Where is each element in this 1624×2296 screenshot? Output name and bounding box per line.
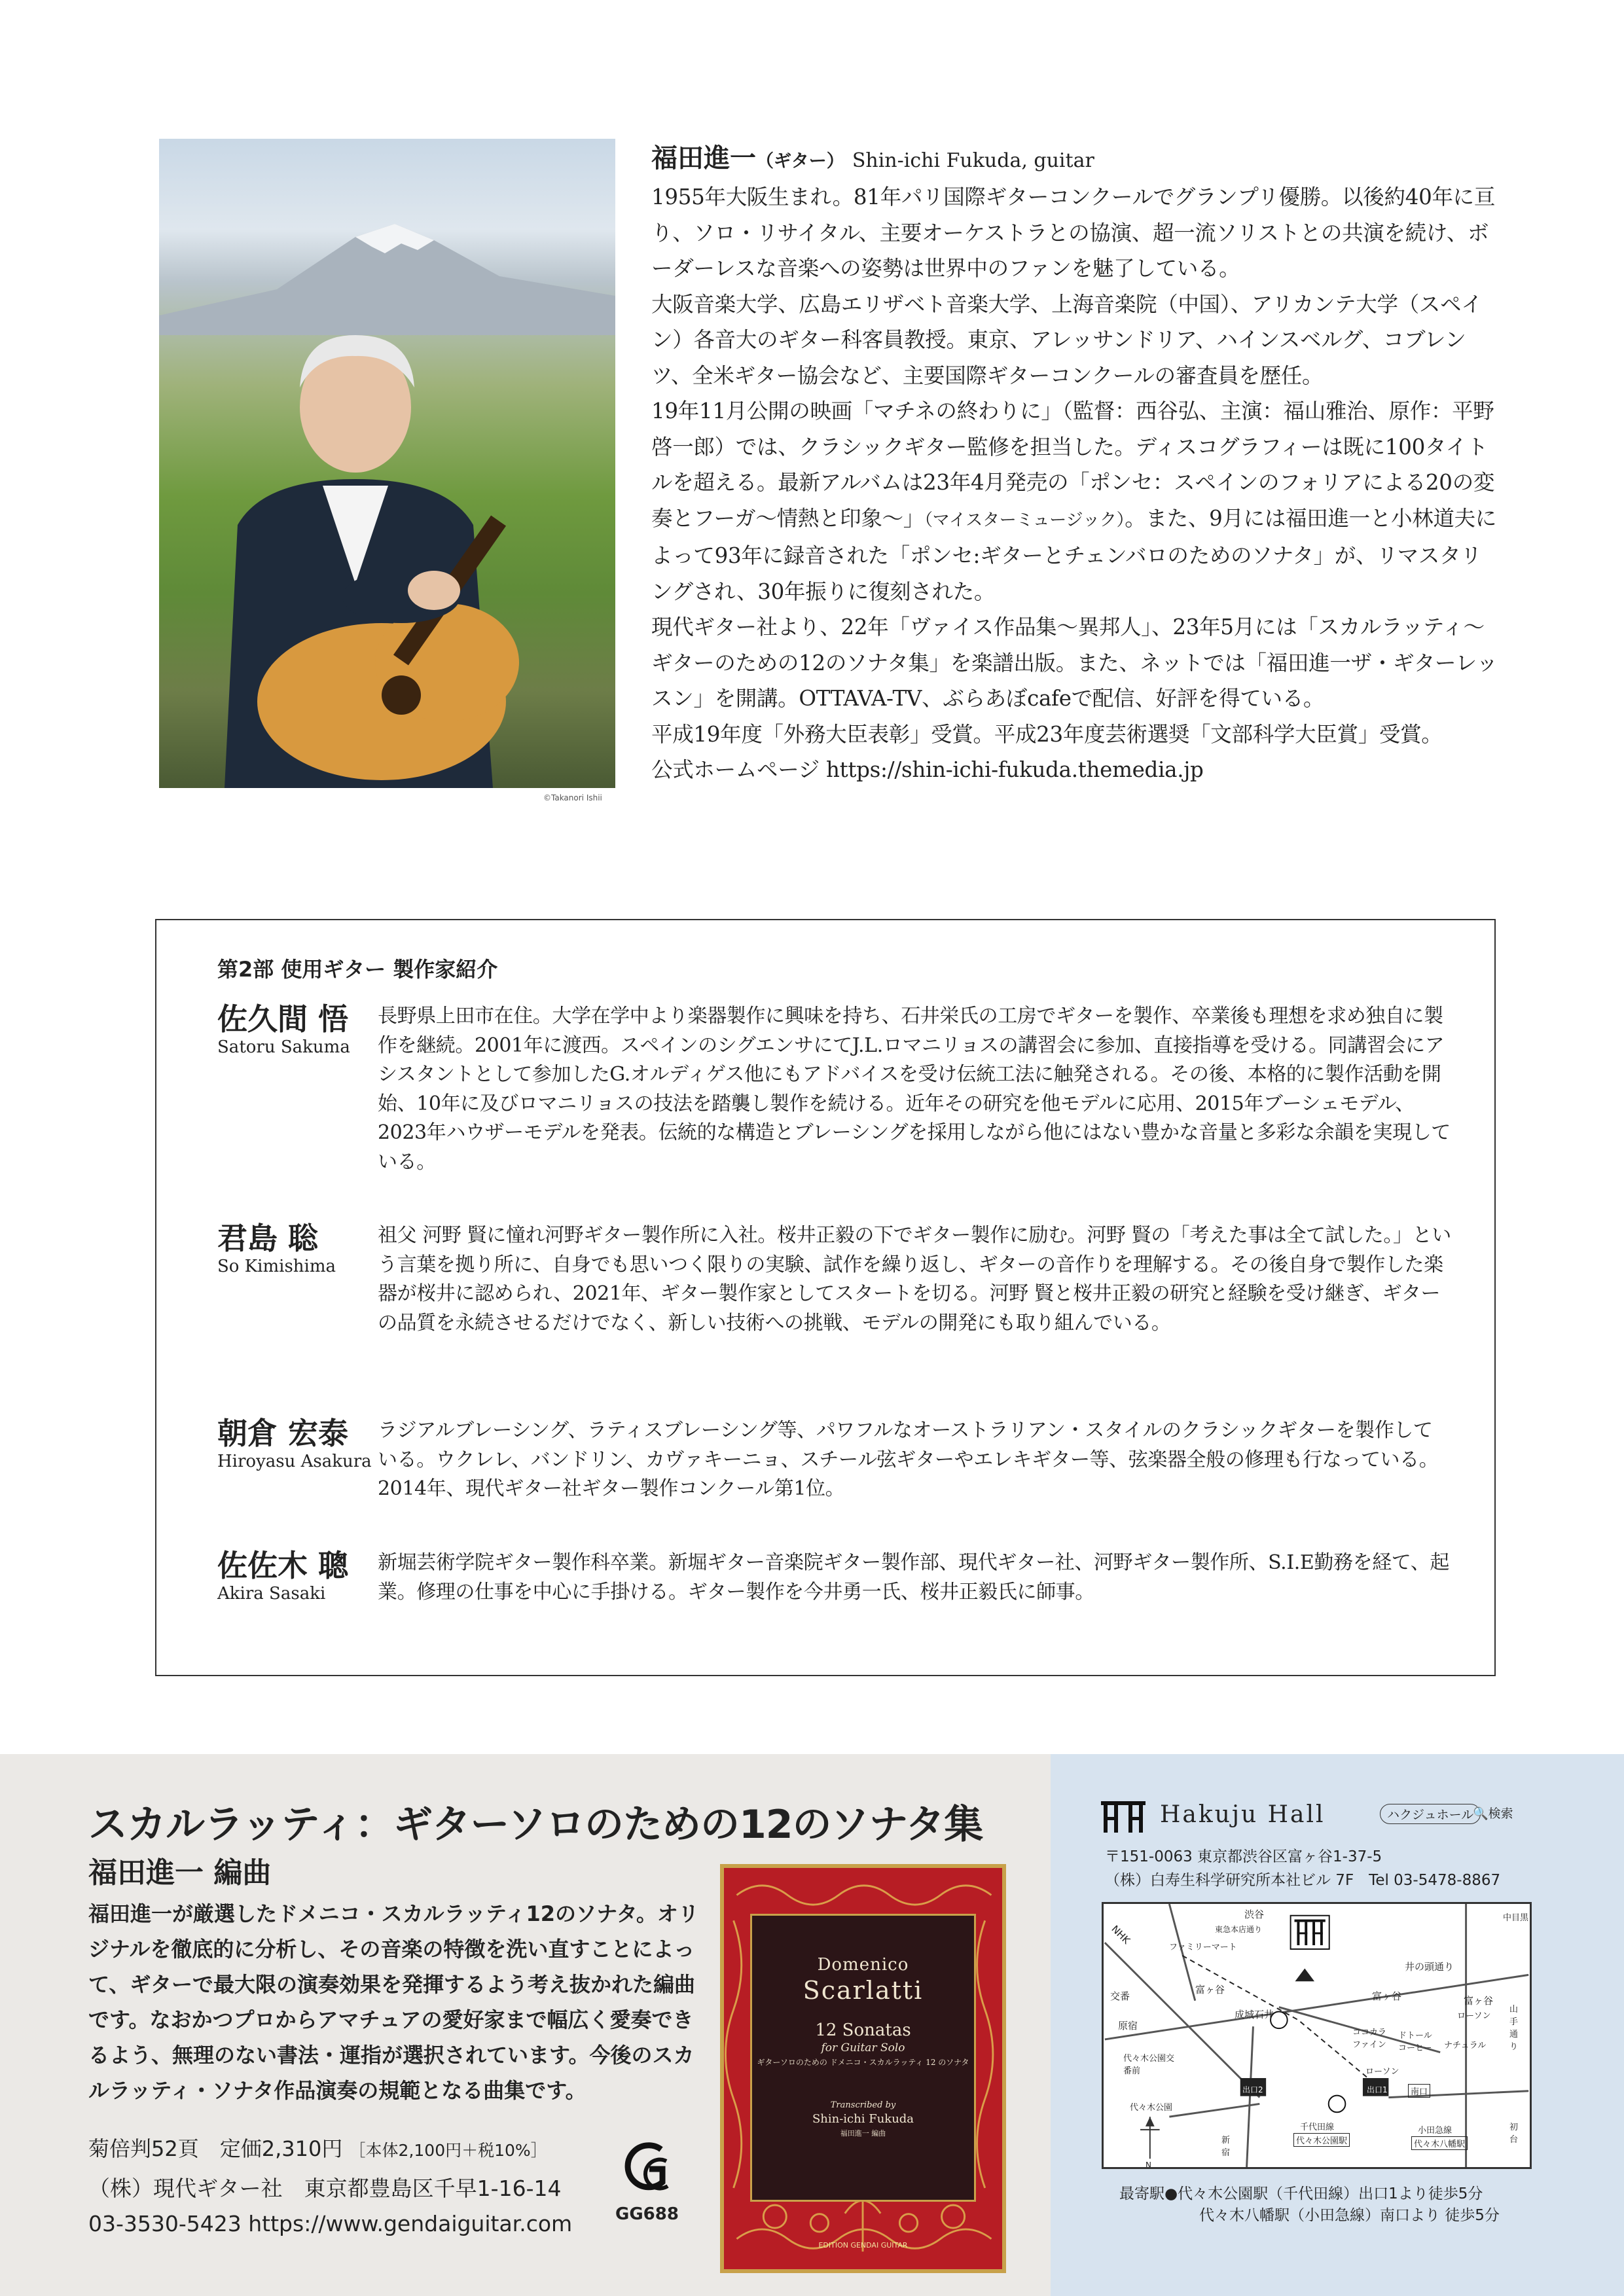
book-price-detail: ［本体2,100円＋税10%］ — [349, 2141, 547, 2160]
map-label-odakyu-line: 小田急線 — [1418, 2126, 1453, 2136]
artist-role: （ギター） — [756, 151, 844, 171]
maker-name-en: Akira Sasaki — [217, 1584, 326, 1604]
maker-name-en: So Kimishima — [217, 1257, 336, 1276]
book-cover — [720, 1864, 1006, 2273]
product-code: GG688 — [615, 2204, 679, 2224]
artist-bio — [651, 141, 1502, 788]
search-icon: 🔍 — [1473, 1806, 1489, 1821]
bio-paragraph-5: 平成19年度「外務大臣表彰」受賞。平成23年度芸術選奨「文部科学大臣賞」受賞。 — [651, 721, 1443, 747]
map-label-tomigaya-2: 富ヶ谷 — [1372, 1990, 1402, 2002]
map-label-shibuya: 渋谷 — [1244, 1909, 1265, 1920]
maker-name-en: Satoru Sakuma — [217, 1037, 350, 1057]
cover-composer-last: Scarlatti — [803, 1976, 924, 2005]
map-label-inokashira: 井の頭通り — [1405, 1961, 1454, 1973]
cover-edition: EDITION GENDAI GUITAR — [818, 2241, 908, 2250]
map-label-familymart: ファミリーマート — [1169, 1943, 1237, 1952]
access-alternate-station: 代々木八幡駅（小田急線）南口より 徒歩5分 — [1199, 2207, 1500, 2224]
maker-name: 佐佐木 聰 — [217, 1548, 349, 1583]
cover-arranger-en: Shin-ichi Fukuda — [812, 2112, 914, 2126]
bio-paragraph-3-c: 。また、9月には福田進一と小林道夫によって93年に録音された「ポンセ:ギターとチェンバロのためのソナタ」が、リマスタリングされ、30年振りに復刻された。 — [651, 505, 1497, 604]
access-map — [1102, 1902, 1532, 2169]
map-label-yamate: 山手通り — [1509, 2005, 1519, 2052]
makers-box — [155, 919, 1496, 1676]
artist-photo — [159, 139, 615, 788]
maker-name: 君島 聡 — [217, 1221, 319, 1256]
hall-search-box[interactable]: ハクジュホール — [1380, 1804, 1481, 1824]
cover-title-panel — [750, 1914, 976, 2202]
cover-title-jp: ギターソロのための ドメニコ・スカルラッティ 12 のソナタ — [757, 2058, 969, 2067]
map-label-doutor: ドトールコーヒー — [1398, 2031, 1432, 2053]
maker-description: 祖父 河野 賢に憧れ河野ギター製作所に入社。桜井正毅の下でギター製作に励む。河野 賢の「考えた事は全て試した。」という言葉を拠り所に、自身でも思いつく限りの実験、試作を繰り返し、ギターの音作りを理解する。その後自身で製作した楽器が桜井に認められ、2021年、ギター製作家としてスタートを切る。河野 賢と桜井正毅の研究と経験を受け継ぎ、ギターの品質を永続させるだけでなく、新しい技術への挑戦、モデルの開発にも取り組んでいる。 — [378, 1224, 1451, 1335]
maker-name-en: Hiroyasu Asakura — [217, 1452, 372, 1471]
hall-building-tel: （株）白寿生科学研究所本社ビル 7F Tel 03-5478-8867 — [1105, 1872, 1501, 1889]
book-title: スカルラッティ：ギターソロのための12のソナタ集 — [88, 1802, 983, 1848]
publisher-contact[interactable]: 03-3530-5423 https://www.gendaiguitar.com — [88, 2211, 573, 2236]
map-label-seijo: 成城石井 — [1235, 2009, 1274, 2020]
map-label-yoyogi-koban: 代々木公園交番前 — [1123, 2054, 1175, 2076]
cover-sonatas: 12 Sonatas — [815, 2020, 911, 2040]
map-label-south-exit: 南口 — [1408, 2084, 1430, 2098]
access-nearest-station: 最寄駅●代々木公園駅（千代田線）出口1より徒歩5分 — [1119, 2185, 1483, 2202]
maker-description: 新堀芸術学院ギター製作科卒業。新堀ギター音楽院ギター製作部、現代ギター社、河野ギター製作所、S.I.E勤務を経て、起業。修理の仕事を中心に手掛ける。ギター製作を今井勇一氏、桜井正毅氏に師事。 — [378, 1551, 1450, 1604]
map-label-nakameguro: 中目黒 — [1503, 1913, 1529, 1923]
hall-search-label — [1473, 1804, 1513, 1821]
artist-name-en: Shin-ichi Fukuda, guitar — [852, 149, 1094, 172]
map-label-bunkamura: 東急本店通り — [1215, 1925, 1263, 1934]
bio-paragraph-2: 大阪音楽大学、広島エリザベト音楽大学、上海音楽院（中国）、アリカンテ大学（スペイン）各音大のギター科客員教授。東京、アレッサンドリア、ハインスベルグ、コブレンツ、全米ギター協会など、主要国際ギターコンクールの審査員を歴任。 — [651, 291, 1483, 388]
map-label-koban: 交番 — [1110, 1990, 1130, 2002]
map-label-exit1: 出口1 — [1367, 2085, 1388, 2094]
map-label-hatsudai: 初台 — [1509, 2123, 1519, 2145]
cover-subtitle: for Guitar Solo — [821, 2041, 905, 2054]
photo-credit: ©Takanori Ishii — [543, 793, 602, 802]
bio-website[interactable]: 公式ホームページ https://shin-ichi-fukuda.themedia.jp — [651, 757, 1204, 782]
search-label: 検索 — [1488, 1806, 1513, 1821]
map-label-cocokara: ココカラファイン — [1352, 2028, 1387, 2050]
book-spec — [88, 2132, 547, 2162]
map-label-lawson: ローソン — [1457, 2011, 1491, 2021]
artist-name: 福田進一 — [651, 143, 756, 173]
map-label-yoyogi-park: 代々木公園 — [1130, 2103, 1173, 2113]
bio-paragraph-3 — [651, 393, 1502, 609]
book-format: 菊倍判52頁 — [88, 2136, 199, 2161]
map-label-shinjuku: 新宿 — [1221, 2136, 1231, 2158]
cover-composer-first: Domenico — [817, 1955, 909, 1975]
bio-paragraph-4: 現代ギター社より、22年「ヴァイス作品集～異邦人」、23年5月には「スカルラッティ～ギターのための12のソナタ集」を楽譜出版。また、ネットでは「福田進一ザ・ギターレッスン」を開講。OTTAVA-TV、ぶらあぼcafeで配信、好評を得ている。 — [651, 615, 1498, 711]
hakuju-hall-logo-icon — [1100, 1800, 1147, 1834]
guitarist-illustration — [185, 309, 578, 788]
maker-name: 佐久間 悟 — [217, 1001, 349, 1037]
north-arrow-icon: N — [1146, 2161, 1151, 2169]
bio-paragraph-3-a: 19年11月公開の映画「マチネの終わりに」（監督：西谷弘、主演：福山雅治、原作：平野啓一郎）では、クラシックギター監修を担当した。ディスコグラフィーは既に100タイトルを超える。最新アルバムは23年4月発売の「ポンセ：スペインのフォリアによる20の変奏とフーガ～情熱と印象～」 — [651, 399, 1495, 531]
makers-title: 第2部 使用ギター 製作家紹介 — [217, 957, 498, 982]
maker-description: ラジアルブレーシング、ラティスブレーシング等、パワフルなオーストラリアン・スタイルのクラシックギターを製作している。ウクレレ、バンドリン、カヴァキーニョ、スチール弦ギターやエレキギター等、弦楽器全般の修理も行なっている。2014年、現代ギター社ギター製作コンクール第1位。 — [378, 1419, 1439, 1500]
maker-description: 長野県上田市在住。大学在学中より楽器製作に興味を持ち、石井栄氏の工房でギターを製作、卒業後も理想を求め独自に製作を継続。2001年に渡西。スペインのシグエンサにてJ.L.ロマニリョスの講習会に参加、直接指導を受ける。同講習会にアシスタントとして参加したG.オルディゲス他にもアドバイスを受け伝統工法に触発される。その後、本格的に製作活動を開始、10年に及びロマニリョスの技法を踏襲し製作を続ける。近年その研究を他モデルに応用、2015年ブーシェモデル、2023年ハウザーモデルを発表。伝統的な構造とブレーシングを採用しながら他にはない豊かな音量と多彩な余韻を実現している。 — [378, 1005, 1451, 1174]
bio-label-name: （マイスターミュージック） — [924, 510, 1125, 530]
publisher-address: （株）現代ギター社 東京都豊島区千早1-16-14 — [88, 2176, 562, 2201]
map-label-exit2: 出口2 — [1242, 2085, 1263, 2094]
map-label-natural: ナチュラル — [1444, 2041, 1487, 2051]
map-label-nhk: NHK — [1109, 1923, 1132, 1946]
hall-address: 〒151-0063 東京都渋谷区富ヶ谷1-37-5 — [1105, 1848, 1382, 1865]
hall-name: Hakuju Hall — [1160, 1801, 1326, 1828]
cover-arranger-jp: 福田進一 編曲 — [840, 2129, 886, 2138]
map-label-tomigaya-3: 富ヶ谷 — [1464, 1995, 1494, 2007]
map-label-odakyu-station: 代々木八幡駅 — [1411, 2136, 1468, 2150]
cover-transcribed: Transcribed by — [830, 2100, 896, 2110]
book-description: 福田進一が厳選したドメニコ・スカルラッティ12のソナタ。オリジナルを徹底的に分析し、その音楽の特徴を洗い直すことによって、ギターで最大限の演奏効果を発揮するよう考え抜かれた編曲です。なおかつプロからアマチュアの愛好家まで幅広く愛奏できるよう、無理のない書法・運指が選択されています。今後のスカルラッティ・ソナタ作品演奏の規範となる曲集です。 — [88, 1901, 699, 2103]
bio-heading — [651, 141, 1502, 179]
map-label-harajuku: 原宿 — [1118, 2020, 1138, 2032]
gendai-guitar-logo-icon — [615, 2135, 681, 2200]
bio-paragraph-1: 1955年大阪生まれ。81年パリ国際ギターコンクールでグランプリ優勝。以後約40年に亘り、ソロ・リサイタル、主要オーケストラとの協演、超一流ソリストとの共演を続け、ボーダーレスな音楽への姿勢は世界中のファンを魅了している。 — [651, 185, 1496, 281]
map-label-chiyoda-line: 千代田線 — [1300, 2123, 1335, 2132]
maker-name: 朝倉 宏泰 — [217, 1416, 349, 1451]
map-label-chiyoda-station: 代々木公園駅 — [1293, 2133, 1350, 2147]
book-price: 定価2,310円 — [219, 2136, 343, 2161]
map-label-lawson-2: ローソン — [1365, 2067, 1399, 2077]
book-arranger: 福田進一 編曲 — [88, 1856, 272, 1890]
map-label-tomigaya: 富ヶ谷 — [1195, 1984, 1225, 1996]
